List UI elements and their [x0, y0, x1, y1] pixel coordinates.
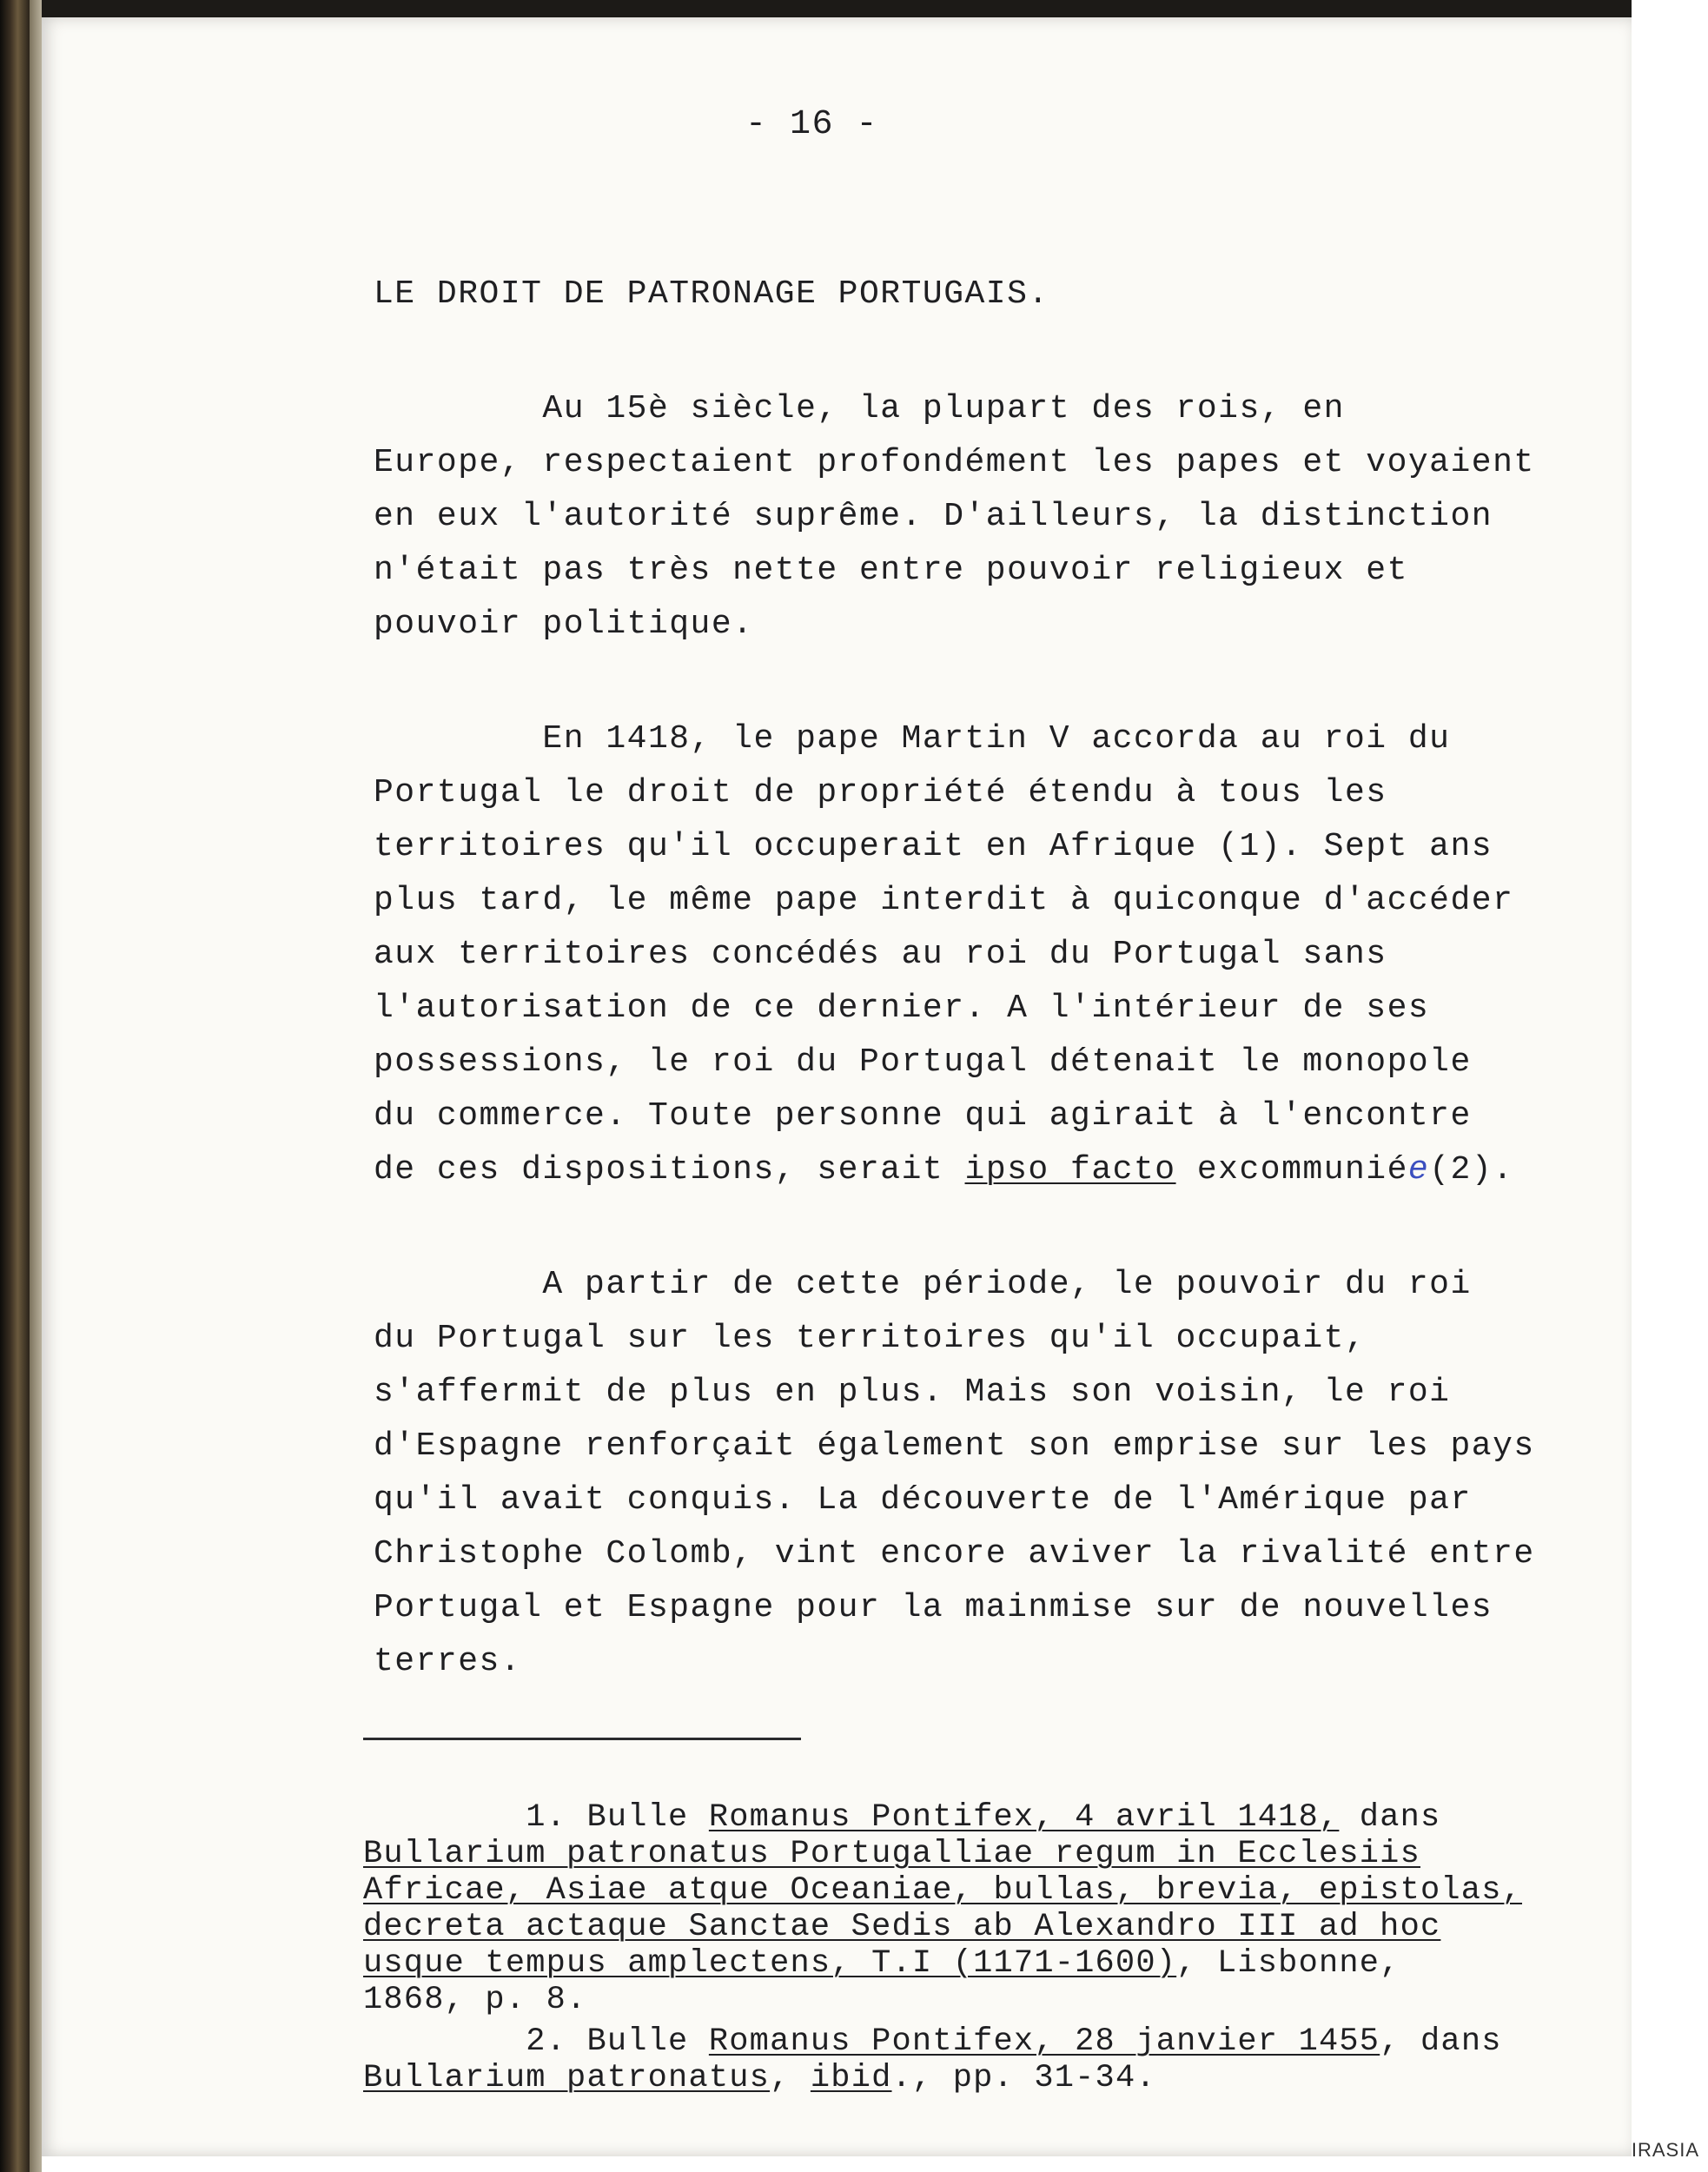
- underlined-title: usque tempus amplectens, T.I (1171-1600): [363, 1945, 1177, 1982]
- text-run: 1. Bulle: [363, 1799, 709, 1836]
- archive-stamp: IRASIA: [1631, 2139, 1699, 2161]
- underlined-title: Bullarium patronatus: [363, 2060, 771, 2096]
- paragraph-3-line-4: d'Espagne renforçait également son emprise sur les pays: [374, 1427, 1535, 1465]
- handwritten-annotation: e: [1407, 1151, 1430, 1189]
- paragraph-2-line-1: En 1418, le pape Martin V accorda au roi du: [374, 720, 1451, 758]
- footnote-separator: [363, 1738, 801, 1740]
- footnote-1-line-4: [363, 1911, 1440, 1944]
- paragraph-2-line-4: plus tard, le même pape interdit à quiconque d'accéder: [374, 882, 1514, 919]
- paragraph-1-line-5: pouvoir politique.: [374, 606, 754, 643]
- text-run: 2. Bulle: [363, 2023, 709, 2060]
- footnote-1-line-1: [363, 1799, 1441, 1836]
- scan-bottom-margin: [42, 2156, 1632, 2172]
- underlined-title: Romanus Pontifex, 28 janvier 1455: [708, 2023, 1380, 2060]
- paragraph-2-line-5: aux territoires concédés au roi du Portugal sans: [374, 936, 1387, 973]
- footnote-ref-2: (2).: [1429, 1151, 1514, 1189]
- underlined-ibid: ibid: [810, 2060, 892, 2096]
- paragraph-3-line-2: du Portugal sur les territoires qu'il occupait,: [374, 1320, 1367, 1357]
- paragraph-2-line-6: l'autorisation de ce dernier. A l'intérieur de ses: [374, 990, 1430, 1027]
- footnote-1-line-2: [363, 1838, 1420, 1871]
- paragraph-2-line-2: Portugal le droit de propriété étendu à tous les: [374, 774, 1387, 811]
- footnote-1-line-3: [363, 1872, 1523, 1909]
- paragraph-3-line-5: qu'il avait conquis. La découverte de l'Amérique par: [374, 1481, 1472, 1519]
- footnote-2-line-2: [363, 2060, 1156, 2096]
- ipso-facto-underlined: ipso facto: [964, 1151, 1176, 1189]
- paragraph-1-line-1: Au 15è siècle, la plupart des rois, en: [374, 390, 1345, 427]
- footnote-2-line-1: [363, 2023, 1502, 2060]
- binding-edge: [30, 0, 42, 2172]
- footnote-1-line-5: [363, 1945, 1400, 1982]
- underlined-title: decreta actaque Sanctae Sedis ab Alexandro III ad hoc: [363, 1909, 1441, 1945]
- text-run: de ces dispositions, serait: [374, 1151, 965, 1189]
- paragraph-3-line-6: Christophe Colomb, vint encore aviver la rivalité entre: [374, 1535, 1535, 1573]
- footnote-1-line-6: 1868, p. 8.: [363, 1982, 587, 2018]
- text-run: , dans: [1380, 2023, 1502, 2060]
- paragraph-1-line-3: en eux l'autorité suprême. D'ailleurs, la distinction: [374, 498, 1493, 535]
- paragraph-2-line-3: territoires qu'il occuperait en Afrique (1). Sept ans: [374, 828, 1493, 865]
- paragraph-3-line-3: s'affermit de plus en plus. Mais son voisin, le roi: [374, 1374, 1451, 1411]
- paragraph-2-line-8: du commerce. Toute personne qui agirait à l'encontre: [374, 1097, 1472, 1135]
- paragraph-2-line-7: possessions, le roi du Portugal détenait le monopole: [374, 1043, 1472, 1081]
- underlined-title: Africae, Asiae atque Oceaniae, bullas, brevia, epistolas,: [363, 1872, 1523, 1909]
- underlined-title: Romanus Pontifex, 4 avril 1418,: [708, 1799, 1340, 1836]
- page-heading: LE DROIT DE PATRONAGE PORTUGAIS.: [374, 275, 1049, 313]
- paragraph-1-line-4: n'était pas très nette entre pouvoir religieux et: [374, 552, 1408, 589]
- paragraph-3-line-1: A partir de cette période, le pouvoir du roi: [374, 1266, 1472, 1303]
- text-run: dans: [1339, 1799, 1441, 1836]
- paragraph-1-line-2: Europe, respectaient profondément les papes et voyaient: [374, 444, 1535, 481]
- paragraph-3-line-8: terres.: [374, 1643, 522, 1680]
- underlined-title: Bullarium patronatus Portugalliae regum in Ecclesiis: [363, 1836, 1420, 1872]
- paragraph-3-line-7: Portugal et Espagne pour la mainmise sur de nouvelles: [374, 1589, 1493, 1626]
- text-run: ., pp. 31-34.: [891, 2060, 1156, 2096]
- text-run: excommunié: [1175, 1151, 1408, 1189]
- page-number: - 16 -: [745, 105, 879, 144]
- book-binding: [0, 0, 30, 2172]
- text-run: ,: [770, 2060, 811, 2096]
- scan-margin: [1632, 0, 1708, 2172]
- text-run: , Lisbonne,: [1176, 1945, 1400, 1982]
- paragraph-2-line-9: [374, 1151, 1514, 1189]
